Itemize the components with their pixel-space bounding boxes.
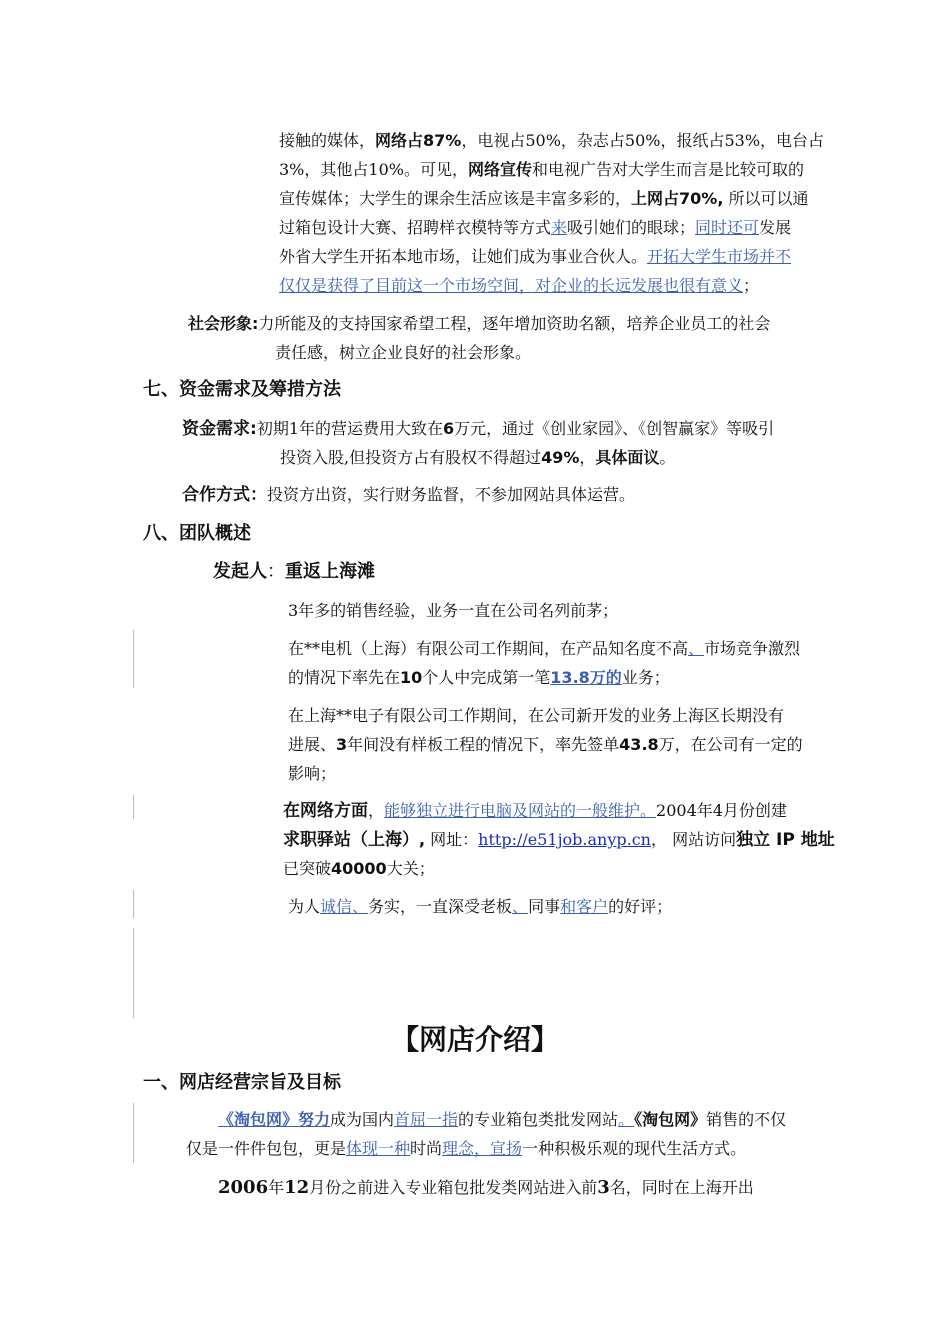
media-line-3: 宣传媒体；大学生的课余生活应该是丰富多彩的，上网占70%, 所以可以通	[279, 189, 809, 208]
team-item-3-line-2: 进展、3年间没有样板工程的情况下，率先签单43.8万，在公司有一定的	[288, 735, 803, 754]
link[interactable]: 、	[688, 639, 705, 658]
cooperation-line: 合作方式：投资方出资，实行财务监督，不参加网站具体运营。	[182, 485, 636, 505]
revision-bar	[133, 1103, 134, 1163]
founder-name: 重返上海滩	[285, 561, 375, 582]
link[interactable]: 《淘包网》努力	[218, 1110, 331, 1129]
team-item-4-line-2: 求职驿站（上海）, 网址：http://e51job.anyp.cn， 网站访问独立 IP 地址	[283, 830, 835, 850]
shop-line-2: 仅是一件件包包，更是体现一种时尚理念，宣扬一种积极乐观的现代生活方式。	[186, 1139, 747, 1158]
team-item-4-line-1: 在网络方面，能够独立进行电脑及网站的一般维护。2004年4月份创建	[283, 801, 787, 821]
link[interactable]: 诚信、	[320, 897, 369, 916]
funding-need-line-2: 投资入股,但投资方占有股权不得超过49%，具体面议。	[280, 448, 676, 467]
link[interactable]: 、	[512, 897, 529, 916]
section-8-heading: 八、团队概述	[143, 523, 251, 544]
team-item-3-line-3: 影响；	[288, 764, 337, 783]
media-line-4: 过箱包设计大赛、招聘样衣模特等方式来吸引她们的眼球；同时还可发展	[279, 218, 792, 237]
team-item-2-line-1: 在**电机（上海）有限公司工作期间，在产品知名度不高、市场竞争激烈	[288, 639, 801, 658]
link[interactable]: 13.8万的	[550, 668, 622, 687]
team-item-2-line-2: 的情况下率先在10个人中完成第一笔13.8万的业务；	[288, 668, 670, 687]
founder-label: 发起人	[213, 561, 267, 582]
revision-bar	[133, 890, 134, 918]
founder-line: 发起人：重返上海滩	[213, 561, 375, 582]
revision-bar	[133, 795, 134, 819]
link[interactable]: 开拓大学生市场并不	[647, 247, 792, 266]
website-link[interactable]: http://e51job.anyp.cn	[478, 830, 651, 849]
team-item-1: 3年多的销售经验，业务一直在公司名列前茅；	[288, 601, 619, 620]
team-item-3-line-1: 在上海**电子有限公司工作期间，在公司新开发的业务上海区长期没有	[288, 706, 785, 725]
shop-line-1: 《淘包网》努力成为国内首屈一指的专业箱包类批发网站。《淘包网》销售的不仅	[218, 1110, 787, 1129]
section-7-heading: 七、资金需求及筹措方法	[143, 379, 341, 400]
social-label: 社会形象:	[188, 314, 259, 333]
shop-intro-title: 【网店介绍】	[390, 1023, 559, 1056]
cooperation-label: 合作方式：	[182, 485, 267, 505]
funding-need-line-1: 资金需求:初期1年的营运费用大致在6万元，通过《创业家园》、《创智赢家》等吸引	[182, 419, 775, 439]
social-line-1: 社会形象:力所能及的支持国家希望工程，逐年增加资助名额，培养企业员工的社会	[188, 314, 771, 333]
link[interactable]: 。	[618, 1110, 635, 1129]
link[interactable]: 同时还可	[695, 218, 760, 237]
team-item-5: 为人诚信、务实，一直深受老板、同事和客户的好评；	[288, 897, 673, 916]
revision-bar	[133, 928, 134, 1018]
shop-section-1-heading: 一、网店经营宗旨及目标	[143, 1072, 341, 1093]
link[interactable]: 理念，宣扬	[442, 1139, 523, 1158]
link[interactable]: 和客户	[560, 897, 609, 916]
media-line-1: 接触的媒体，网络占87%，电视占50%，杂志占50%，报纸占53%，电台占	[279, 131, 825, 150]
link[interactable]: 体现一种	[346, 1139, 411, 1158]
team-item-4-line-3: 已突破40000大关；	[283, 859, 435, 878]
shop-line-3: 2006年12月份之前进入专业箱包批发类网站进入前3名，同时在上海开出	[218, 1177, 754, 1198]
revision-bar	[133, 630, 134, 688]
media-line-5: 外省大学生开拓本地市场，让她们成为事业合伙人。开拓大学生市场并不	[279, 247, 792, 266]
social-line-2: 责任感，树立企业良好的社会形象。	[275, 343, 532, 362]
link[interactable]: 能够独立进行电脑及网站的一般维护。	[384, 801, 657, 820]
link[interactable]: 仅仅是获得了目前这一个市场空间，对企业的长远发展也很有意义	[279, 276, 744, 295]
media-line-2: 3%，其他占10%。可见，网络宣传和电视广告对大学生而言是比较可取的	[279, 160, 804, 179]
link[interactable]: 来	[551, 218, 568, 237]
link[interactable]: 首屈一指	[394, 1110, 459, 1129]
media-line-6: 仅仅是获得了目前这一个市场空间，对企业的长远发展也很有意义；	[279, 276, 760, 295]
funding-need-label: 资金需求:	[182, 419, 257, 439]
